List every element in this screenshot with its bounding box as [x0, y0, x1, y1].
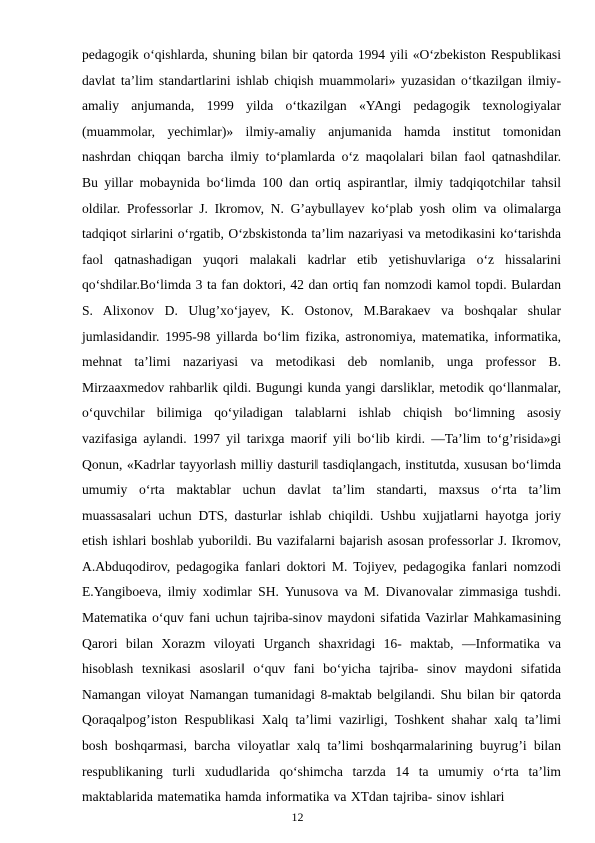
page-number: 12 — [291, 810, 304, 824]
body-paragraph: pedagogik oʻqishlarda, shuning bilan bir qatorda 1994 yili «Oʻzbekiston Respublikasi davlat taʼlim standartlarini ishlab chiqish muammolari» yuzasidan oʻtkazilgan ilmiy-amaliy anjumanda, 1999 yilda oʻtkazilgan «YAngi pedagogik texnologiyalar (muammolar, yechimlar)» ilmiy-amaliy anjumanida hamda institut tomonidan nashrdan chiqqan barcha ilmiy toʻplamlarda oʻz maqolalari bilan faol qatnashdilar. Bu yillar mobaynida boʻlimda 100 dan ortiq aspirantlar, ilmiy tadqiqotchilar tahsil oldilar. Professorlar J. Ikromov, N. G’aybullayev koʻplab yosh olim va olimalarga tadqiqot sirlarini oʻrgatib, Oʻzbskistonda taʼlim nazariyasi va metodikasini koʻtarishda faol qatnashadigan yuqori malakali kadrlar etib yetishuvlariga oʻz hissalarini qoʻshdilar.Boʻlimda 3 ta fan doktori, 42 dan ortiq fan nomzodi kamol topdi. Bulardan S. Alixonov D. Ulug’xoʻjayev, K. Ostonov, M.Barakaev va boshqalar shular jumlasidandir. 1995-98 yillarda boʻlim fizika, astronomiya, matematika, informatika, mehnat taʼlimi nazariyasi va metodikasi deb nomlanib, unga professor B. Mirzaaxmedov rahbarlik qildi. Bugungi kunda yangi darsliklar, metodik qoʻllanmalar, oʻquvchilar bilimiga qoʻyiladigan talablarni ishlab chiqish boʻlimning asosiy vazifasiga aylandi. 1997 yil tarixga maorif yili boʻlib kirdi. ―Taʼlim toʻg’risida»gi Qonun, «Kadrlar tayyorlash milliy dasturi‖ tasdiqlangach, institutda, xususan boʻlimda umumiy oʻrta maktablar uchun davlat taʼlim standarti, maxsus oʻrta taʼlim muassasalari uchun DTS, dasturlar ishlab chiqildi. Ushbu xujjatlarni hayotga joriy etish ishlari boshlab yuborildi. Bu vazifalarni bajarish asosan professorlar J. Ikromov, A.Abduqodirov, pedagogika fanlari doktori M. Tojiyev, pedagogika fanlari nomzodi E.Yangiboeva, ilmiy xodimlar SH. Yunusova va M. Divanovalar zimmasiga tushdi. Matematika oʻquv fani uchun tajriba-sinov maydoni sifatida Vazirlar Mahkamasining Qarori bilan Xorazm viloyati Urganch shaxridagi 16- maktab, ―Informatika va hisoblash texnikasi asoslari‖ oʻquv fani boʻyicha tajriba- sinov maydoni sifatida Namangan viloyat Namangan tumanidagi 8-maktab belgilandi. Shu bilan bir qatorda Qoraqalpog’iston Respublikasi Xalq taʼlimi vazirligi, Toshkent shahar xalq taʼlimi bosh boshqarmasi, barcha viloyatlar xalq taʼlimi boshqarmalarining buyrug’i bilan respublikaning turli xududlarida qoʻshimcha tarzda 14 ta umumiy oʻrta taʼlim maktablarida matematika hamda informatika va XTdan tajriba- sinov ishlari — [82, 47, 561, 805]
document-page — [82, 42, 561, 810]
